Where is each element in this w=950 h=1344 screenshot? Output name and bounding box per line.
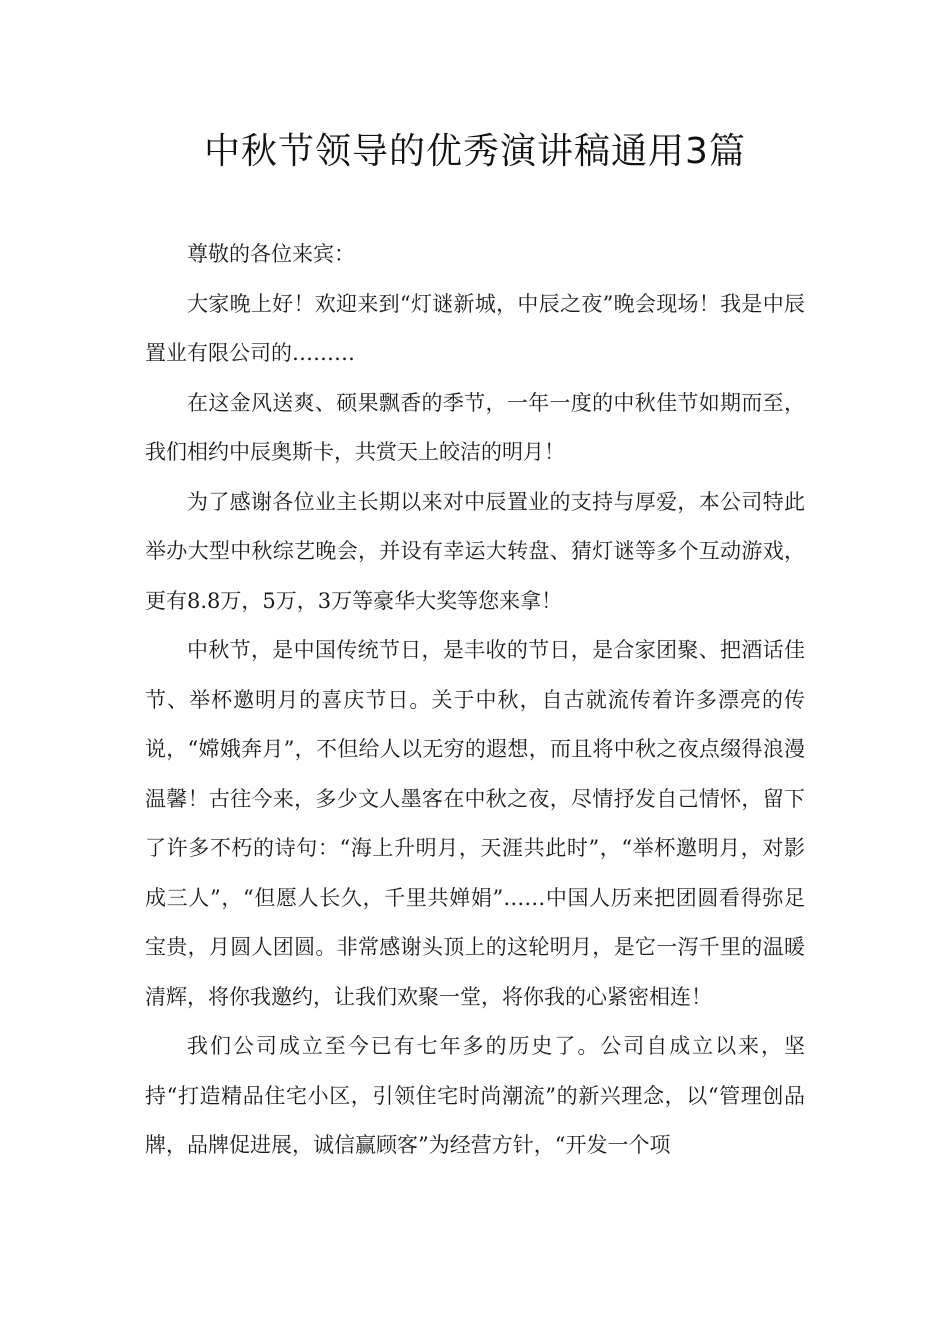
paragraph-greeting: 大家晚上好！欢迎来到“灯谜新城，中辰之夜”晚会现场！我是中辰置业有限公司的……… [145, 291, 805, 365]
document-body [145, 230, 805, 1171]
paragraph-company: 我们公司成立至今已有七年多的历史了。公司自成立以来，坚持“打造精品住宅小区，引领住宅时尚潮流”的新兴理念，以“管理创品牌，品牌促进展，诚信赢顾客”为经营方针，“开发一个项 [145, 1034, 805, 1157]
paragraph-thanks: 为了感谢各位业主长期以来对中辰置业的支持与厚爱，本公司特此举办大型中秋综艺晚会，并设有幸运大转盘、猜灯谜等多个互动游戏，更有8.8万，5万，3万等豪华大奖等您来拿！ [145, 489, 805, 613]
document-title: 中秋节领导的优秀演讲稿通用3篇 [204, 131, 746, 172]
paragraph-season: 在这金风送爽、硕果飘香的季节，一年一度的中秋佳节如期而至，我们相约中辰奥斯卡，共赏天上皎洁的明月！ [145, 390, 805, 464]
paragraph-mid-autumn: 中秋节，是中国传统节日，是丰收的节日，是合家团聚、把酒话佳节、举杯邀明月的喜庆节日。关于中秋，自古就流传着许多漂亮的传说，“嫦娥奔月”，不但给人以无穷的遐想，而且将中秋之夜点缀得浪漫温馨！古往今来，多少文人墨客在中秋之夜，尽情抒发自己情怀，留下了许多不朽的诗句：“海上升明月，天涯共此时”，“举杯邀明月，对影成三人”，“但愿人长久，千里共婵娟”……中国人历来把团圆看得弥足宝贵，月圆人团圆。非常感谢头顶上的这轮明月，是它一泻千里的温暖清辉，将你我邀约，让我们欢聚一堂，将你我的心紧密相连！ [145, 638, 805, 1009]
paragraph-salutation: 尊敬的各位来宾： [187, 242, 355, 266]
